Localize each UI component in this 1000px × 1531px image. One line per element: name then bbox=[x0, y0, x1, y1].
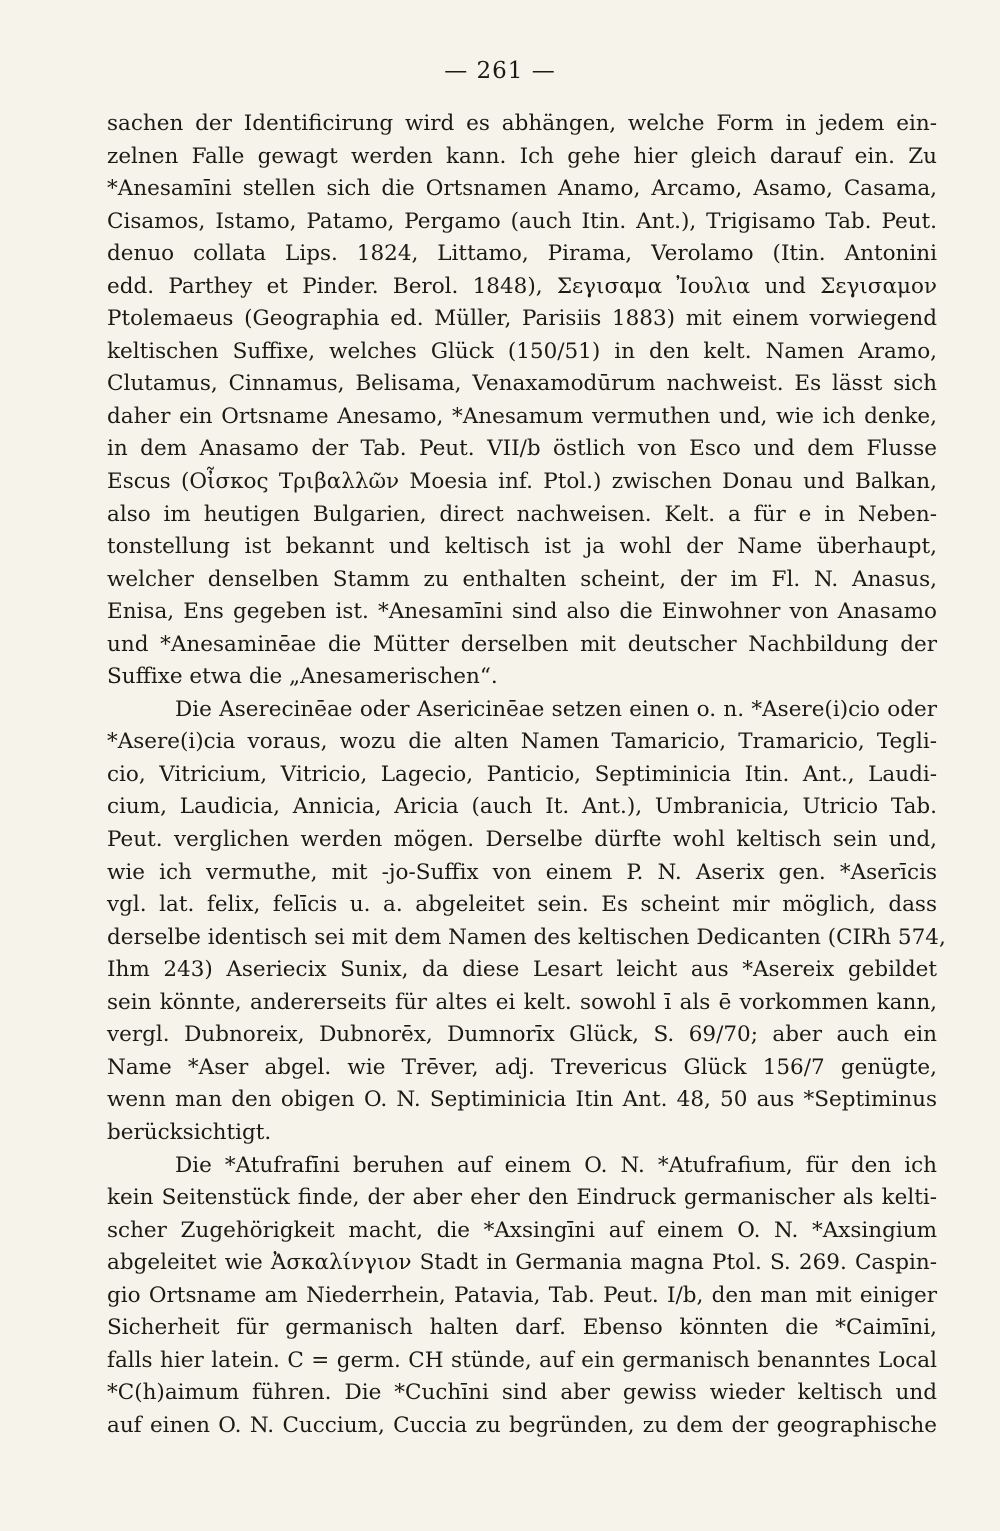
text-line: Suffixe etwa die „Anesamerischen“. bbox=[107, 664, 498, 690]
text-line: abgeleitet wie Ἀσκαλίνγιον Stadt in Germania magna Ptol. S. 269. Caspin- bbox=[107, 1250, 937, 1276]
text-line: in dem Anasamo der Tab. Peut. VII/b östlich von Esco und dem Flusse bbox=[107, 436, 937, 462]
page-number-header: — 261 — bbox=[444, 58, 556, 84]
text-line: sein könnte, andererseits für altes ei kelt. sowohl ī als ē vorkommen kann, bbox=[107, 989, 937, 1015]
text-line: Die *Atufrafīni beruhen auf einem O. N. *Atufrafium, für den ich bbox=[175, 1152, 937, 1178]
text-line: falls hier latein. C = germ. CH stünde, auf ein germanisch benanntes Local bbox=[107, 1347, 937, 1373]
main-text-body bbox=[107, 108, 946, 1442]
text-line: wie ich vermuthe, mit -jo-Suffix von einem P. N. Aserix gen. *Aserīcis bbox=[107, 859, 937, 885]
text-line: Escus (Οἶσκος Τριβαλλῶν Moesia inf. Ptol.) zwischen Donau und Balkan, bbox=[107, 469, 937, 495]
text-line: Sicherheit für germanisch halten darf. Ebenso könnten die *Caimīni, bbox=[107, 1315, 937, 1341]
text-line: daher ein Ortsname Anesamo, *Anesamum vermuthen und, wie ich denke, bbox=[107, 403, 937, 429]
text-line: wenn man den obigen O. N. Septiminicia Itin Ant. 48, 50 aus *Septiminus bbox=[107, 1087, 937, 1113]
text-line: tonstellung ist bekannt und keltisch ist ja wohl der Name überhaupt, bbox=[107, 534, 937, 560]
text-line: Clutamus, Cinnamus, Belisama, Venaxamodūrum nachweist. Es lässt sich bbox=[107, 371, 937, 397]
text-line: also im heutigen Bulgarien, direct nachweisen. Kelt. a für e in Neben- bbox=[107, 501, 937, 527]
text-line: Ptolemaeus (Geographia ed. Müller, Parisiis 1883) mit einem vorwiegend bbox=[107, 306, 937, 332]
text-line: Enisa, Ens gegeben ist. *Anesamīni sind also die Einwohner von Anasamo bbox=[107, 599, 937, 625]
text-line: Die Aserecinēae oder Asericinēae setzen einen o. n. *Asere(i)cio oder bbox=[175, 696, 937, 722]
text-line: scher Zugehörigkeit macht, die *Axsingīni auf einem O. N. *Axsingium bbox=[107, 1217, 937, 1243]
text-line: derselbe identisch sei mit dem Namen des keltischen Dedicanten (CIRh 574, bbox=[107, 924, 946, 950]
text-line: sachen der Identificirung wird es abhängen, welche Form in jedem ein- bbox=[107, 111, 937, 136]
text-line: welcher denselben Stamm zu enthalten scheint, der im Fl. N. Anasus, bbox=[107, 566, 937, 592]
text-line: gio Ortsname am Niederrhein, Patavia, Tab. Peut. I/b, den man mit einiger bbox=[107, 1282, 937, 1308]
text-line: *Asere(i)cia voraus, wozu die alten Namen Tamaricio, Tramaricio, Tegli- bbox=[107, 729, 937, 755]
text-line: zelnen Falle gewagt werden kann. Ich gehe hier gleich darauf ein. Zu bbox=[107, 143, 937, 169]
text-line: vergl. Dubnoreix, Dubnorēx, Dumnorīx Glück, S. 69/70; aber auch ein bbox=[107, 1022, 937, 1048]
text-line: Cisamos, Istamo, Patamo, Pergamo (auch Itin. Ant.), Trigisamo Tab. Peut. bbox=[107, 208, 937, 234]
text-line: keltischen Suffixe, welches Glück (150/51) in den kelt. Namen Aramo, bbox=[107, 338, 937, 364]
text-line: Name *Aser abgel. wie Trēver, adj. Trevericus Glück 156/7 genügte, bbox=[107, 1054, 937, 1080]
text-line: *C(h)aimum führen. Die *Cuchīni sind aber gewiss wieder keltisch und bbox=[107, 1380, 937, 1406]
text-line: auf einen O. N. Cuccium, Cuccia zu begründen, zu dem der geographische bbox=[107, 1412, 937, 1438]
text-line: kein Seitenstück finde, der aber eher den Eindruck germanischer als kelti- bbox=[107, 1185, 937, 1211]
text-line: *Anesamīni stellen sich die Ortsnamen Anamo, Arcamo, Asamo, Casama, bbox=[107, 176, 937, 202]
text-line: denuo collata Lips. 1824, Littamo, Pirama, Verolamo (Itin. Antonini bbox=[107, 241, 937, 267]
text-line: Peut. verglichen werden mögen. Derselbe dürfte wohl keltisch sein und, bbox=[107, 827, 937, 853]
text-line: berücksichtigt. bbox=[107, 1119, 272, 1145]
text-line: edd. Parthey et Pinder. Berol. 1848), Σεγισαμα Ἰουλια und Σεγισαμον bbox=[107, 273, 937, 299]
text-line: vgl. lat. felix, felīcis u. a. abgeleitet sein. Es scheint mir möglich, dass bbox=[107, 892, 937, 918]
text-line: cium, Laudicia, Annicia, Aricia (auch It. Ant.), Umbranicia, Utricio Tab. bbox=[107, 794, 937, 820]
text-line: cio, Vitricium, Vitricio, Lagecio, Panticio, Septiminicia Itin. Ant., Laudi- bbox=[107, 761, 937, 787]
text-line: und *Anesaminēae die Mütter derselben mit deutscher Nachbildung der bbox=[107, 631, 937, 657]
text-line: Ihm 243) Aseriecix Sunix, da diese Lesart leicht aus *Asereix gebildet bbox=[107, 957, 937, 983]
